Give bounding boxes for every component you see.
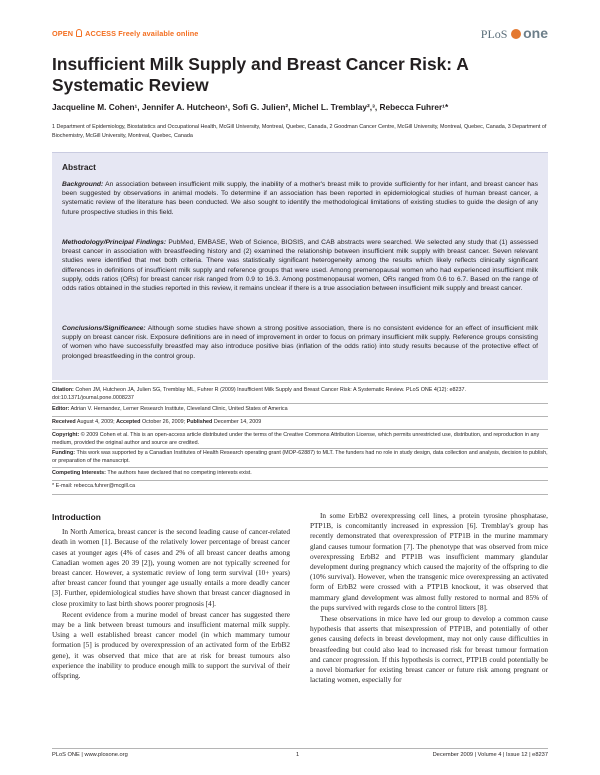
methods-lead: Methodology/Principal Findings:: [62, 239, 167, 246]
accepted-date: October 26, 2009;: [141, 419, 186, 425]
citation-divider: [52, 403, 548, 404]
access-label: ACCESS: [85, 29, 117, 38]
citation-label: Citation:: [52, 387, 74, 393]
footer-divider: [52, 748, 548, 749]
editor-text: Adrian V. Hernandez, Lerner Research Institute, Cleveland Clinic, United States of America: [70, 406, 288, 412]
author-list: Jacqueline M. Cohen¹, Jennifer A. Hutcheon¹, Sofi G. Julien², Michel L. Tremblay²,³, Rebecca Fuhrer¹*: [52, 102, 449, 112]
background-lead: Background:: [62, 181, 104, 188]
editor-divider: [52, 416, 548, 417]
plos-one-logo: [481, 25, 548, 42]
affiliations: 1 Department of Epidemiology, Biostatistics and Occupational Health, McGill University, Montreal, Quebec, Canada, 2 Goodman Cancer Centre, McGill University, Montreal, Quebec, Canada, 3 Department of Biochemistry, McGill University, Montreal, Quebec, Canada: [52, 124, 547, 139]
copyright-text: © 2009 Cohen et al. This is an open-access article distributed under the terms of the Creative Commons Attribution License, which permits unrestricted use, distribution, and reproduction in any medium, provided the original author and source are credited.: [52, 432, 540, 446]
citation: [52, 387, 548, 402]
intro-paragraph-3: In some ErbB2 overexpressing cell lines, a protein tyrosine phosphatase, PTP1B, is concomitantly increased in expression [6]. Tremblay's group has recently demonstrated that overexpression of PTP1B in the murine mammary gland causes tumour formation [7]. The phenotype that was observed from mice overexpressing ErbB2 and PTP1B was insufficient mammary glandular development during pregnancy which caused the majority of the offspring to die (10% survival). However, when the transgenic mice overexpressing an activated form of ErbB2 were crossed with a PTP1B knockout, it was observed that mammary gland development was almost fully restored to normal and 85% of the pups survived with regards close to the control litters [8].: [310, 511, 548, 612]
open-label: OPEN: [52, 29, 74, 38]
accepted-label: Accepted: [116, 419, 141, 425]
meta-bottom-divider: [52, 494, 548, 495]
intro-paragraph-2: Recent evidence from a murine model of breast cancer has suggested there may be a link between breast tumours and insufficient maternal milk supply. Using a well established breast cancer model (in which mammary tumour formation [5] is produced by overexpression of an activated form of the ErbB2 gene), it was observed that mice that are at risk for breast tumours also experience the inability to produce enough milk to support the survival of their offspring.: [52, 609, 290, 681]
intro-paragraph-4: These observations in mice have led our group to develop a common cause hypothesis that asserts that misexpression of PTP1B, and potentially of other genes causing defects in breast development, may not only cause difficulties in breastfeeding but could also lead to increased risk for breast tumour formation and cancer progression. If this hypothesis is correct, PTP1B could potentially be a novel biomarker for existing breast cancer or future risk among pregnant or lactating women, especially for: [310, 614, 548, 685]
abstract-heading: Abstract: [62, 162, 96, 172]
conclusions-lead: Conclusions/Significance:: [62, 325, 146, 332]
methods-text: PubMed, EMBASE, Web of Science, BIOSIS, and CAB abstracts were searched. We selected any study that (1) assessed breast cancer in association with breastfeeding history and (2) examined the relationship between insufficient milk supply with breast cancer. Seven relevant studies were identified that met both criteria. There was statistically significant heterogeneity among the results which likely reflects clinically significant differences in definitions of insufficient milk supply and reference groups that were used. Among premenopausal women who had experienced insufficient milk supply, odds ratios (ORs) for breast cancer risk ranged from 0.9 to 16.3. Among postmenopausal women, ORs ranged from 0.6 to 6.7. Based on the range of odds ratios obtained in the studies reported in this review, it remains unclear if there is a true association between insufficient milk supply and breast cancer.: [62, 239, 538, 293]
funding-label: Funding:: [52, 450, 76, 456]
abstract-background: [62, 180, 538, 217]
conclusions-text: Although some studies have shown a strong positive association, there is no consistent evidence for an effect of insufficient milk supply on breast cancer risk. Exposure definitions are in need of improvement in order to focus on primary insufficient milk supply. Reference groups consisting of women who have successfully breastfed may also introduce positive bias (inflation of the odds ratio) into study results because of the protective effect of prolonged breastfeeding in the control group.: [62, 325, 538, 360]
open-lock-icon: [76, 29, 82, 37]
published-label: Published: [186, 419, 213, 425]
logo-dot-icon: [511, 29, 521, 39]
abstract-methods: [62, 238, 538, 293]
citation-text: Cohen JM, Hutcheon JA, Julien SG, Tremblay ML, Fuhrer R (2009) Insufficient Milk Supply and Breast Cancer Risk: A Systematic Review. PLoS ONE 4(12): e8237. doi:10.1371/journal.pone.0008237: [52, 387, 466, 401]
body-column-left: [52, 512, 290, 682]
competing-interests: [52, 470, 548, 478]
intro-paragraph-1: In North America, breast cancer is the second leading cause of cancer-related death in women [1]. Because of the relatively lower percentage of breast cancer cases at younger ages (4% of cases and 2% of all breast cancer deaths among Canadian women ages 20 39 [2]), young women are not typically screened for breast cancer. However, a systematic review of long term survival (10+ years) after breast cancer found that younger age usually entails a more deadly cancer [3]. Further, epidemiological studies have shown that breast cancer diagnosed in close proximity to last birth shows poorer prognosis [4].: [52, 527, 290, 608]
editor-label: Editor:: [52, 406, 70, 412]
plos-logo-text: PLoS: [480, 27, 508, 41]
introduction-heading: Introduction: [52, 512, 101, 522]
one-logo-text: one: [523, 25, 548, 41]
page-footer: [52, 752, 548, 762]
article-title: Insufficient Milk Supply and Breast Cancer Risk: A Systematic Review: [52, 54, 469, 95]
body-column-right: [310, 511, 548, 686]
background-text: An association between insufficient milk supply, the inability of a mother's breast milk to provide sufficiently for her infant, and breast cancer has been suggested by observations in animal models. To determine if an association has been reported in epidemiological studies of human breast cancer, a systematic review of the literature has been conducted. We also sought to identify the methodological limitations of existing studies to guide the design of any future prospective studies in this field.: [62, 181, 538, 216]
copyright: [52, 432, 548, 447]
journal-header: [52, 25, 548, 45]
funding-divider: [52, 467, 548, 468]
copyright-divider: [52, 448, 548, 449]
freely-available-label: Freely available online: [118, 29, 199, 38]
footer-journal: PLoS ONE | www.plosone.org: [52, 752, 128, 758]
received-label: Received: [52, 419, 76, 425]
competing-divider: [52, 480, 548, 481]
funding-text: This work was supported by a Canadian Institutes of Health Research operating grant (MOP-62887) to MLT. The funders had no role in study design, data collection and analysis, decision to publish, or preparation of the manuscript.: [52, 450, 548, 464]
editor: [52, 406, 548, 414]
published-date: December 14, 2009: [213, 419, 262, 425]
dates: [52, 419, 548, 427]
open-access-logo: [52, 29, 198, 38]
copyright-label: Copyright:: [52, 432, 80, 438]
meta-top-divider: [52, 382, 548, 383]
funding: [52, 450, 548, 465]
abstract-conclusions: [62, 324, 538, 361]
competing-text: The authors have declared that no competing interests exist.: [107, 470, 252, 476]
footer-issue: December 2009 | Volume 4 | Issue 12 | e8237: [432, 752, 548, 758]
dates-divider: [52, 429, 548, 430]
corresponding-email[interactable]: * E-mail: rebecca.fuhrer@mcgill.ca: [52, 483, 136, 489]
received-date: August 4, 2009;: [76, 419, 115, 425]
abstract-box: [52, 152, 548, 380]
page-number: 1: [296, 752, 300, 758]
competing-label: Competing Interests:: [52, 470, 106, 476]
